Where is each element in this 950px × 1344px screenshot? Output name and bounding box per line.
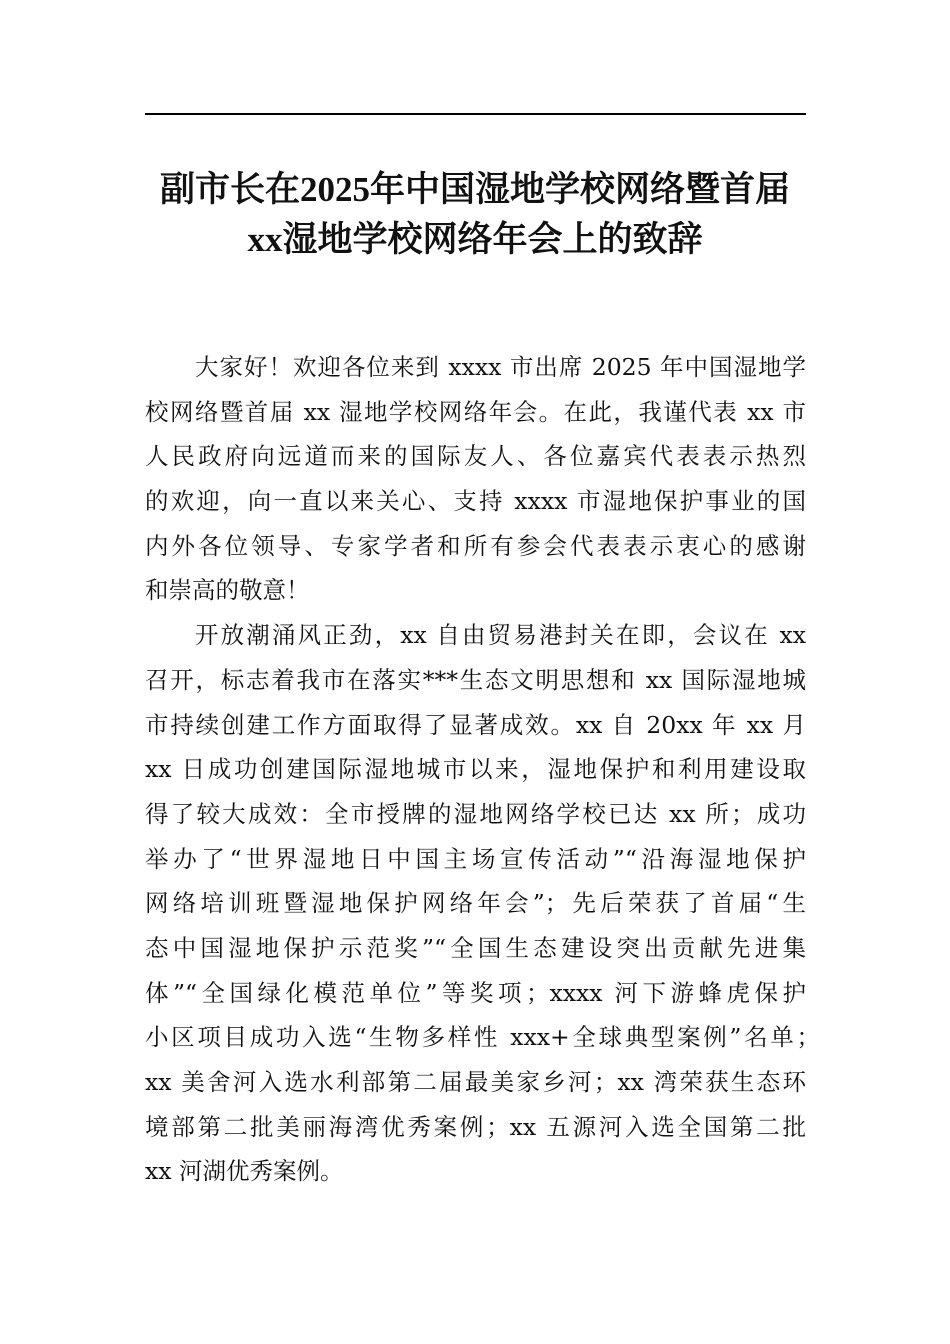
paragraph-2 xyxy=(145,613,820,1194)
title-line-2: xx湿地学校网络年会上的致辞 xyxy=(247,220,703,259)
text-line: 态中国湿地保护示范奖”“全国生态建设突出贡献先进集 xyxy=(145,933,806,962)
text-line: 境部第二批美丽海湾优秀案例；xx 五源河入选全国第二批 xyxy=(145,1112,806,1141)
text-line: 开放潮涌风正劲，xx 自由贸易港封关在即，会议在 xx xyxy=(195,621,806,650)
text-line: 得了较大成效：全市授牌的湿地网络学校已达 xx 所；成功 xyxy=(145,799,806,828)
text-line: 召开，标志着我市在落实***生态文明思想和 xx 国际湿地城 xyxy=(145,665,806,694)
text-line: 内外各位领导、专家学者和所有参会代表表示衷心的感谢 xyxy=(145,531,806,560)
text-line: 市持续创建工作方面取得了显著成效。xx 自 20xx 年 xx 月 xyxy=(145,710,806,739)
document-body xyxy=(145,345,820,1194)
text-line: 的欢迎，向一直以来关心、支持 xxxx 市湿地保护事业的国 xyxy=(145,487,806,516)
text-line: 网络培训班暨湿地保护网络年会”；先后荣获了首届“生 xyxy=(145,889,806,918)
text-line: 和崇高的敬意！ xyxy=(145,576,310,605)
text-line: 校网络暨首届 xx 湿地学校网络年会。在此，我谨代表 xx 市 xyxy=(145,397,806,426)
text-line: 举办了“世界湿地日中国主场宣传活动”“沿海湿地保护 xyxy=(145,844,806,873)
text-line: xx 河湖优秀案例。 xyxy=(145,1157,344,1186)
text-line: xx 日成功创建国际湿地城市以来，湿地保护和利用建设取 xyxy=(145,755,806,784)
text-line: 大家好！欢迎各位来到 xxxx 市出席 2025 年中国湿地学 xyxy=(195,353,806,381)
text-line: 人民政府向远道而来的国际友人、各位嘉宾代表表示热烈 xyxy=(145,442,806,471)
title-line-1: 副市长在2025年中国湿地学校网络暨首届 xyxy=(159,170,790,209)
paragraph-1 xyxy=(145,345,806,613)
text-line: 小区项目成功入选“生物多样性 xxx+全球典型案例”名单； xyxy=(145,1023,820,1052)
header-rule xyxy=(145,113,806,115)
document-title xyxy=(120,165,830,265)
text-line: 体”“全国绿化模范单位”等奖项；xxxx 河下游蜂虎保护 xyxy=(145,978,806,1007)
text-line: xx 美舍河入选水利部第二届最美家乡河；xx 湾荣获生态环 xyxy=(145,1068,806,1096)
